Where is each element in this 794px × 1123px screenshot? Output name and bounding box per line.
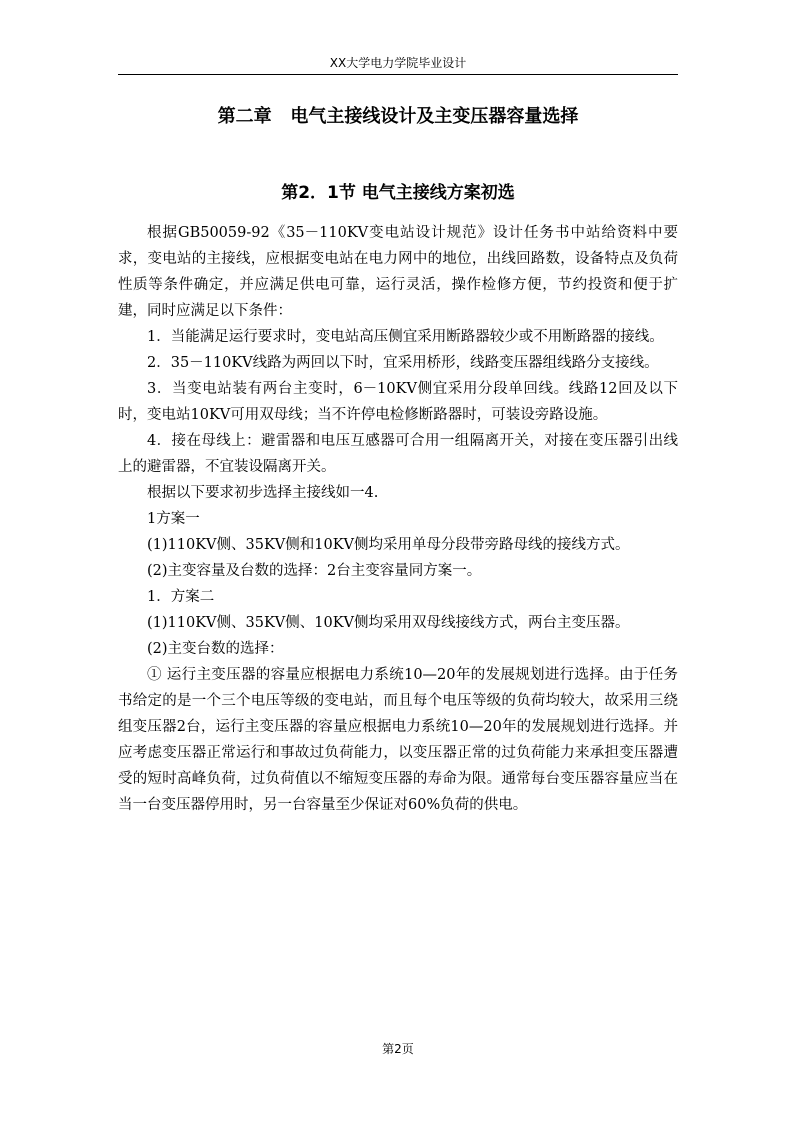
- paragraph-scheme-2-item-1: (1)110KV侧、35KV侧、10KV侧均采用双母线接线方式，两台主变压器。: [147, 615, 630, 631]
- section-title: 第2．1节 电气主接线方案初选: [281, 183, 515, 203]
- paragraph-condition-1: 1．当能满足运行要求时，变电站高压侧宜采用断路器较少或不用断路器的接线。: [147, 329, 664, 345]
- paragraph-scheme-1-item-2: (2)主变容量及台数的选择：2台主变容量同方案一。: [147, 563, 482, 579]
- paragraph-selection: 根据以下要求初步选择主接线如一4.: [147, 485, 379, 501]
- body-text: [118, 220, 678, 818]
- paragraph-scheme-1-title: 1方案一: [147, 511, 200, 527]
- paragraph-capacity: ① 运行主变压器的容量应根据电力系统10—20年的发展规划进行选择。由于任务书给定的是一个三个电压等级的变电站，而且每个电压等级的负荷均较大，故采用三绕组变压器2台，运行主变压器的容量应根据电力系统10—20年的发展规划进行选择。并应考虑变压器正常运行和事故过负荷能力，以变压器正常的过负荷能力来承担变压器遭受的短时高峰负荷，过负荷值以不缩短变压器的寿命为限。通常每台变压器容量应当在当一台变压器停用时，另一台容量至少保证对60%负荷的供电。: [118, 667, 678, 813]
- paragraph-scheme-2-item-2: (2)主变台数的选择：: [147, 641, 284, 657]
- page-number: 第2页: [382, 1042, 414, 1056]
- paragraph-scheme-2-title: 1．方案二: [147, 589, 215, 605]
- header-divider: [118, 74, 678, 75]
- page-header: XX大学电力学院毕业设计: [329, 56, 467, 70]
- paragraph-condition-4: 4．接在母线上：避雷器和电压互感器可合用一组隔离开关，对接在变压器引出线上的避雷器，不宜装设隔离开关。: [118, 433, 678, 475]
- paragraph-scheme-1-item-1: (1)110KV侧、35KV侧和10KV侧均采用单母分段带旁路母线的接线方式。: [147, 537, 630, 553]
- chapter-title: 第二章 电气主接线设计及主变压器容量选择: [217, 106, 579, 127]
- paragraph-condition-2: 2．35－110KV线路为两回以下时，宜采用桥形，线路变压器组线路分支接线。: [147, 355, 659, 371]
- paragraph-condition-3: 3．当变电站装有两台主变时，6－10KV侧宜采用分段单回线。线路12回及以下时，变电站10KV可用双母线；当不许停电检修断路器时，可装设旁路设施。: [118, 381, 678, 423]
- paragraph-intro: 根据GB50059-92《35－110KV变电站设计规范》设计任务书中站给资料中要求，变电站的主接线，应根据变电站在电力网中的地位，出线回路数，设备特点及负荷性质等条件确定，并应满足供电可靠，运行灵活，操作检修方便，节约投资和便于扩建，同时应满足以下条件：: [118, 225, 678, 319]
